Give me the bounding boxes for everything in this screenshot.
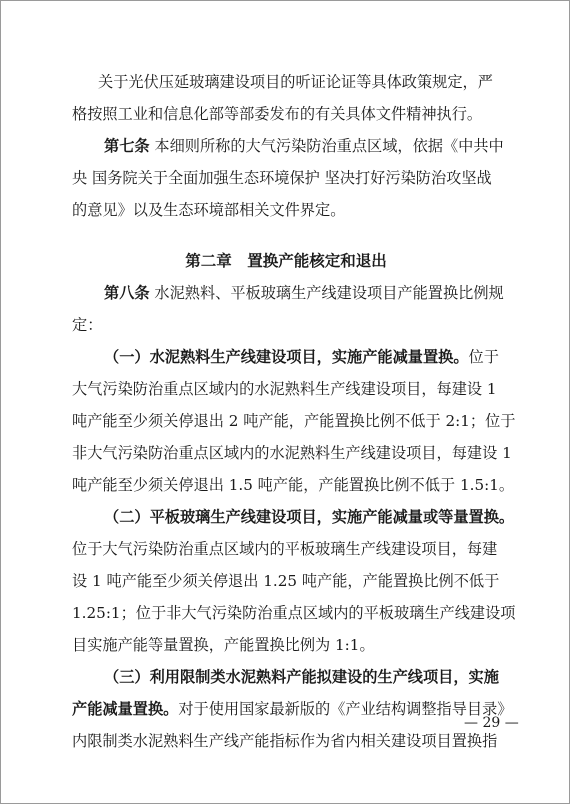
- body-text: 位于: [468, 348, 499, 366]
- body-text-line: 央 国务院关于全面加强生态环境保护 坚决打好污染防治攻坚战: [72, 169, 492, 187]
- body-text-line: 非大气污染防治重点区域内的水泥熟料生产线建设项目，每建设 1: [72, 444, 512, 462]
- body-text-line: 的意见》以及生态环境部相关文件界定。: [72, 201, 346, 219]
- body-text-line: 格按照工业和信息化部等部委发布的有关具体文件精神执行。: [72, 105, 483, 123]
- body-text-line: 1.25:1；位于非大气污染防治重点区域内的平板玻璃生产线建设项: [72, 604, 516, 622]
- item-2-paragraph: [104, 507, 514, 527]
- item-3-paragraph: [72, 699, 512, 719]
- body-text: 本细则所称的大气污染防治重点区域，依据《中共中: [149, 137, 504, 155]
- body-text-line: 吨产能至少须关停退出 1.5 吨产能，产能置换比例不低于 1.5:1。: [72, 476, 515, 494]
- body-text-line: 内限制类水泥熟料生产线产能指标作为省内相关建设项目置换指: [72, 732, 498, 750]
- article-8-label: 第八条: [104, 284, 150, 302]
- body-text-line: 目实施产能等量置换，产能置换比例为 1:1。: [72, 636, 375, 654]
- article-7-label: 第七条: [104, 137, 150, 155]
- body-text-line: 关于光伏压延玻璃建设项目的听证论证等具体政策规定，严: [98, 73, 493, 91]
- body-text-line: 定：: [72, 316, 103, 334]
- article-7-paragraph: [104, 136, 504, 156]
- body-text: 水泥熟料、平板玻璃生产线建设项目产能置换比例规: [149, 284, 504, 302]
- item-1-heading: （一）水泥熟料生产线建设项目，实施产能减量置换。: [104, 348, 469, 366]
- chapter-title: 第二章 置换产能核定和退出: [185, 251, 387, 270]
- body-text-line: 设 1 吨产能至少须关停退出 1.25 吨产能，产能置换比例不低于: [72, 572, 500, 590]
- body-text-line: 位于大气污染防治重点区域内的平板玻璃生产线建设项目，每建: [72, 540, 498, 558]
- page-number: — 29 —: [464, 715, 519, 731]
- body-text-line: 大气污染防治重点区域内的水泥熟料生产线建设项目，每建设 1: [72, 380, 497, 398]
- item-3-heading: （三）利用限制类水泥熟料产能拟建设的生产线项目，实施: [104, 668, 499, 686]
- item-1-paragraph: [104, 347, 499, 367]
- body-text: 对于使用国家最新版的《产业结构调整指导目录》: [178, 700, 513, 718]
- item-3-heading-cont: 产能减量置换。: [72, 700, 179, 718]
- item-2-heading: （二）平板玻璃生产线建设项目，实施产能减量或等量置换。: [104, 508, 515, 526]
- body-text-line: 吨产能至少须关停退出 2 吨产能，产能置换比例不低于 2:1；位于: [72, 412, 516, 430]
- article-8-paragraph: [104, 283, 504, 303]
